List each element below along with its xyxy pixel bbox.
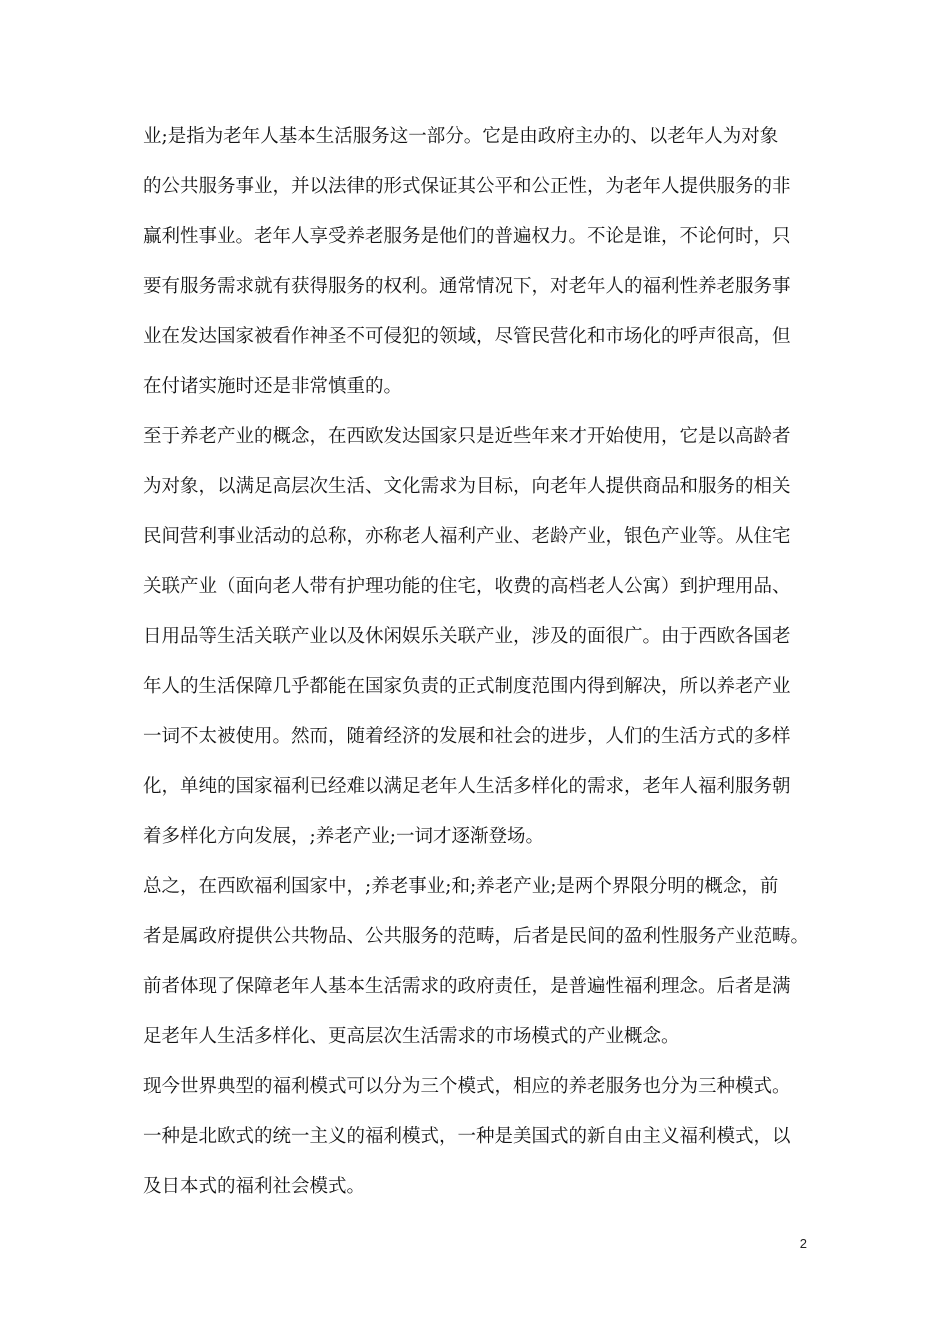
- text-line: 前者体现了保障老年人基本生活需求的政府责任，是普遍性福利理念。后者是满: [143, 976, 791, 997]
- text-line: 总之，在西欧福利国家中，;养老事业;和;养老产业;是两个界限分明的概念，前: [143, 876, 779, 897]
- text-line: 的公共服务事业，并以法律的形式保证其公平和公正性，为老年人提供服务的非: [143, 176, 791, 197]
- text-line: 赢利性事业。老年人享受养老服务是他们的普遍权力。不论是谁，不论何时，只: [143, 226, 791, 247]
- text-line: 一词不太被使用。然而，随着经济的发展和社会的进步，人们的生活方式的多样: [143, 726, 791, 747]
- text-line: 业在发达国家被看作神圣不可侵犯的领域，尽管民营化和市场化的呼声很高，但: [143, 326, 791, 347]
- text-line: 一种是北欧式的统一主义的福利模式，一种是美国式的新自由主义福利模式，以: [143, 1126, 791, 1147]
- text-line: 在付诸实施时还是非常慎重的。: [143, 376, 403, 397]
- text-line: 及日本式的福利社会模式。: [143, 1176, 366, 1197]
- text-line: 要有服务需求就有获得服务的权利。通常情况下，对老年人的福利性养老服务事: [143, 276, 791, 297]
- text-line: 化，单纯的国家福利已经难以满足老年人生活多样化的需求，老年人福利服务朝: [143, 776, 791, 797]
- text-line: 关联产业（面向老人带有护理功能的住宅，收费的高档老人公寓）到护理用品、: [143, 576, 791, 597]
- text-line: 足老年人生活多样化、更高层次生活需求的市场模式的产业概念。: [143, 1026, 680, 1047]
- text-line: 者是属政府提供公共物品、公共服务的范畴，后者是民间的盈利性服务产业范畴。: [143, 926, 810, 947]
- text-line: 现今世界典型的福利模式可以分为三个模式，相应的养老服务也分为三种模式。: [143, 1076, 791, 1097]
- text-line: 民间营利事业活动的总称，亦称老人福利产业、老龄产业，银色产业等。从住宅: [143, 526, 791, 547]
- text-line: 为对象，以满足高层次生活、文化需求为目标，向老年人提供商品和服务的相关: [143, 476, 791, 497]
- text-line: 年人的生活保障几乎都能在国家负责的正式制度范围内得到解决，所以养老产业: [143, 676, 791, 697]
- text-line: 业;是指为老年人基本生活服务这一部分。它是由政府主办的、以老年人为对象: [143, 126, 779, 147]
- text-line: 着多样化方向发展，;养老产业;一词才逐渐登场。: [143, 826, 544, 847]
- text-line: 至于养老产业的概念，在西欧发达国家只是近些年来才开始使用，它是以高龄者: [143, 426, 791, 447]
- page-number: 2: [799, 1236, 807, 1251]
- text-line: 日用品等生活关联产业以及休闲娱乐关联产业，涉及的面很广。由于西欧各国老: [143, 626, 791, 647]
